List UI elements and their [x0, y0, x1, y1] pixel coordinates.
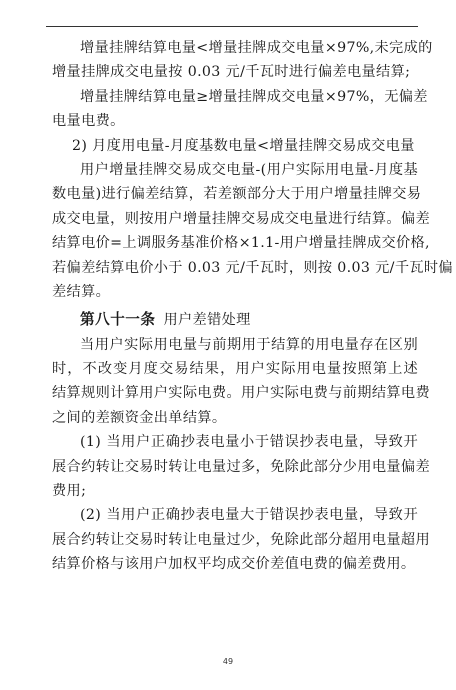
page-body: [52, 36, 453, 577]
body-line: 时，不改变月度交易结果，用户实际用电量按照第上述: [52, 361, 418, 378]
body-line: 2) 月度用电量-月度基数电量<增量挂牌交易成交电量: [72, 137, 415, 154]
body-line: 展合约转让交易时转让电量过多，免除此部分少用电量偏差: [52, 458, 430, 475]
body-line: 电量电费。: [52, 113, 125, 130]
article-heading: [52, 308, 418, 332]
body-line: 结算规则计算用户实际电费。用户实际电费与前期结算电费: [52, 385, 430, 402]
body-line: 差结算。: [52, 283, 111, 300]
article-title: 用户差错处理: [163, 312, 251, 329]
body-line: 增量挂牌结算电量≥增量挂牌成交电量×97%，无偏差: [80, 88, 428, 105]
body-line: 展合约转让交易时转让电量过少，免除此部分超用电量超用: [52, 531, 430, 548]
body-line: 数电量)进行偏差结算，若差额部分大于用户增量挂牌交易: [52, 186, 422, 203]
body-line: 成交电量，则按用户增量挂牌交易成交电量进行结算。偏差: [52, 210, 430, 227]
page-number: 49: [222, 657, 234, 666]
body-line: 结算电价=上调服务基准价格×1.1-用户增量挂牌成交价格,: [52, 235, 430, 252]
body-line: 结算价格与该用户加权平均成交价差值电费的偏差费用。: [52, 556, 416, 573]
body-line: (1) 当用户正确抄表电量小于错误抄表电量，导致开: [80, 434, 418, 451]
body-line: 增量挂牌成交电量按 0.03 元/千瓦时进行偏差电量结算;: [52, 64, 411, 81]
body-line: 之间的差额资金出单结算。: [52, 409, 227, 426]
body-line: (2) 当用户正确抄表电量大于错误抄表电量，导致开: [80, 507, 418, 524]
body-line: 用户增量挂牌交易成交电量-(用户实际用电量-月度基: [80, 161, 418, 178]
header-rule: [46, 26, 418, 27]
body-line: 增量挂牌结算电量<增量挂牌成交电量×97%,未完成的: [80, 40, 433, 56]
body-line: 当用户实际用电量与前期用于结算的用电量存在区别: [80, 336, 418, 353]
article-number: 第八十一条: [80, 311, 156, 329]
body-line: 费用;: [52, 483, 87, 500]
body-line: 若偏差结算电价小于 0.03 元/千瓦时，则按 0.03 元/千瓦时偏: [52, 259, 453, 276]
